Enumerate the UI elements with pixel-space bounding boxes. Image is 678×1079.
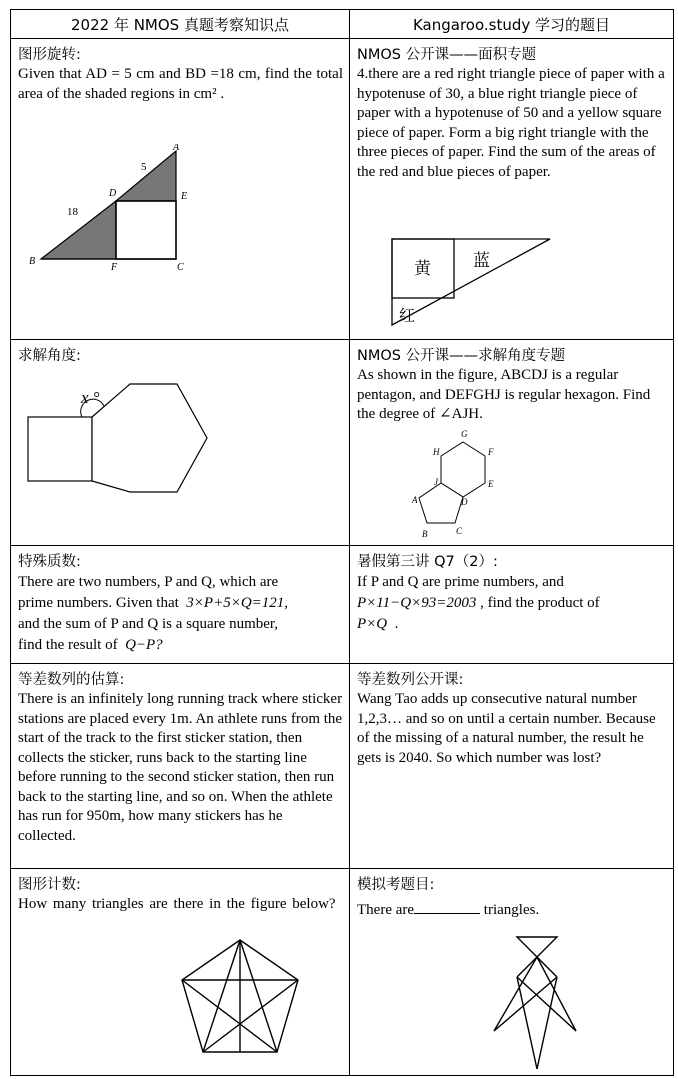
cell-area-right (350, 39, 674, 340)
label-d: D (109, 188, 117, 199)
square-hexagon-figure (25, 362, 215, 522)
section-title: 求解角度: (18, 348, 81, 364)
section-title: NMOS 公开课——面积专题 (357, 47, 537, 63)
row-counting (11, 869, 674, 1076)
header-left: 2022 年 NMOS 真题考察知识点 (11, 10, 350, 39)
cell-prime-left (11, 546, 350, 664)
row-prime (11, 546, 674, 664)
question-text: Wang Tao adds up consecutive natural number 1,2,3… and so on until a certain number. Because of the missing of a natural number, the result he gets is 2040. So which number was lost? (357, 691, 656, 766)
label-red: 红 (399, 308, 416, 325)
question-text: There are two numbers, P and Q, which are prime numbers. Given that 3×P+5×Q=121, and the sum of P and Q is a square number, find the result of Q−P? (18, 574, 289, 653)
cell-counting-right (350, 869, 674, 1076)
row-sequence (11, 664, 674, 869)
cell-sequence-left (11, 664, 350, 869)
pentagon-hexagon-figure (390, 426, 510, 542)
label-c: C (177, 262, 184, 273)
cell-angle-right (350, 340, 674, 546)
cell-angle-left (11, 340, 350, 546)
row-area (11, 39, 674, 340)
section-title: 等差数列的估算: (18, 672, 125, 688)
label-b: B (29, 256, 36, 267)
section-title: 图形计数: (18, 877, 81, 893)
label-g: G (461, 429, 468, 439)
cell-counting-left (11, 869, 350, 1076)
question-text: 4.there are a red right triangle piece of paper with a hypotenuse of 30, a blue right triangle piece of paper with a hypotenuse of 50 and a yellow square piece of paper. Form a big right triangle with the three pieces of paper. Find the sum of the areas of the red and blue pieces of paper. (357, 66, 665, 180)
question-text: Given that AD = 5 cm and BD =18 cm, find the total area of the shaded regions in cm² . (18, 66, 343, 102)
question-text: There is an infinitely long running track where sticker stations are placed every 1m. An athlete runs from the start of the track to the first sticker station, then collects the sticker, runs back to the starting line before running to the second sticker station, then run back to the starting line, and so on. When the athlete has run for 950m, how many stickers has he collected. (18, 691, 343, 844)
label-e: E (488, 479, 494, 489)
section-title: 特殊质数: (18, 554, 81, 570)
label-b: B (422, 529, 428, 539)
label-yellow: 黄 (414, 259, 431, 278)
section-title: 图形旋转: (18, 47, 81, 63)
answer-blank[interactable] (414, 899, 480, 914)
label-blue: 蓝 (473, 251, 490, 270)
length-ad: 5 (141, 161, 147, 173)
question-text: How many triangles are there in the figure below? (18, 896, 336, 912)
label-d: D (461, 497, 468, 507)
label-f: F (111, 262, 118, 273)
question-text: If P and Q are prime numbers, and P×11−Q×93=2003 , find the product of P×Q . (357, 574, 600, 632)
header-right: Kangaroo.study 学习的题目 (350, 10, 674, 39)
label-e: E (181, 191, 188, 202)
rotation-figure (21, 144, 201, 279)
paper-figure (390, 237, 560, 327)
section-title: NMOS 公开课——求解角度专题 (357, 348, 566, 364)
pentagon-triangles-figure (181, 937, 305, 1057)
label-j: J (434, 477, 438, 487)
cell-sequence-right (350, 664, 674, 869)
header-row (11, 10, 674, 39)
question-text: As shown in the figure, ABCDJ is a regular pentagon, and DEFGHJ is regular hexagon. Find the degree of ∠AJH. (357, 367, 651, 422)
knowledge-table (10, 9, 674, 1076)
label-a: A (173, 144, 180, 153)
label-c: C (456, 526, 463, 536)
question-text: There are triangles. (357, 899, 667, 921)
label-h: H (433, 447, 440, 457)
angle-label: x ° (81, 388, 100, 407)
section-title: 等差数列公开课: (357, 672, 464, 688)
cell-prime-right (350, 546, 674, 664)
section-title: 模拟考题目: (357, 877, 435, 893)
length-bd: 18 (67, 206, 78, 218)
label-a: A (412, 495, 418, 505)
section-title: 暑假第三讲 Q7（2）: (357, 554, 498, 570)
row-angle (11, 340, 674, 546)
star-triangles-figure (490, 935, 580, 1071)
cell-area-left (11, 39, 350, 340)
label-f: F (488, 447, 494, 457)
